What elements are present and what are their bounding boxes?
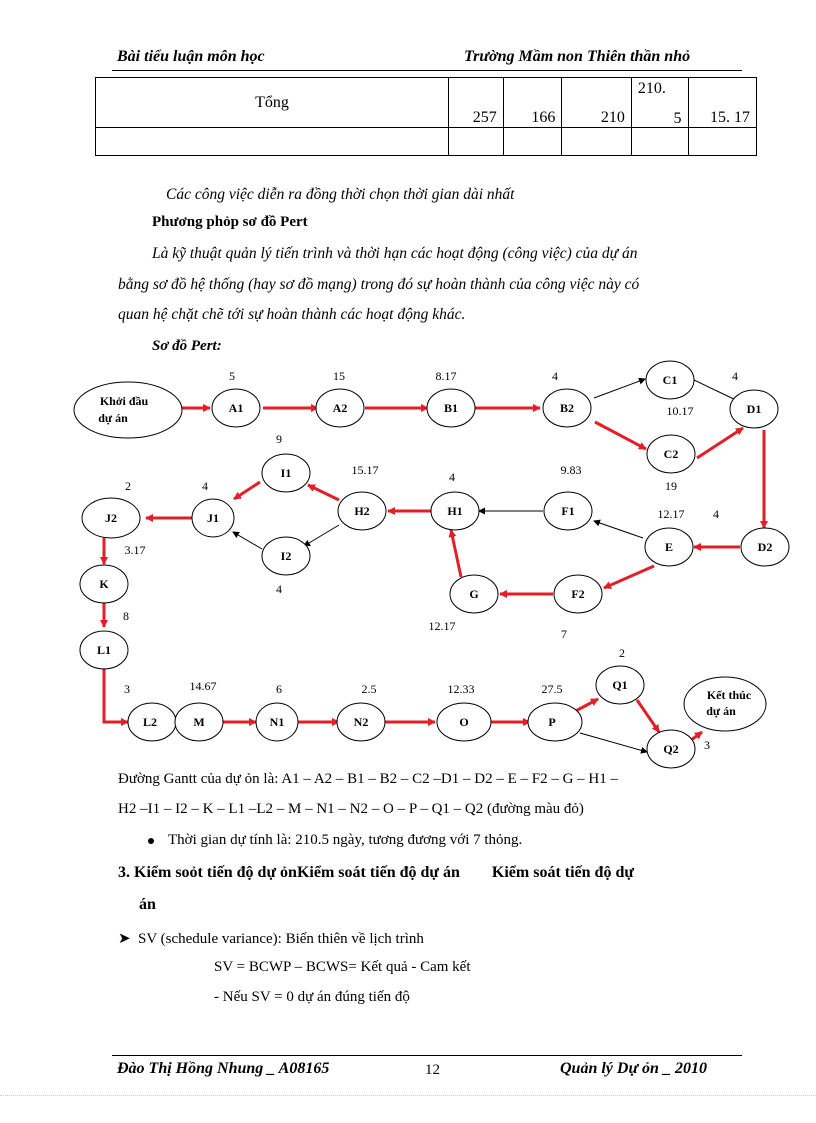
node-label: C1 bbox=[662, 373, 678, 387]
node-label: P bbox=[548, 715, 556, 729]
duration-label: 8 bbox=[123, 609, 129, 623]
duration-bullet bbox=[148, 832, 522, 849]
node-label: dự án bbox=[98, 411, 128, 425]
duration-label: 4 bbox=[552, 369, 558, 383]
duration-label: 9 bbox=[276, 432, 282, 446]
section-heading-line-2: án bbox=[139, 896, 156, 913]
table-cell-label: Tổng bbox=[96, 78, 449, 128]
node-label: L1 bbox=[96, 643, 112, 657]
pert-paragraph-line-3: quan hệ chặt chẽ tới sự hoàn thành các hoạt động khác. bbox=[118, 306, 466, 323]
edge-p-q2 bbox=[580, 733, 647, 752]
duration-label: 4 bbox=[449, 470, 455, 484]
node-label: Q1 bbox=[612, 678, 628, 692]
duration-label: 12.33 bbox=[447, 682, 475, 696]
node-label: E bbox=[664, 540, 674, 554]
edge-c2-d1 bbox=[697, 428, 743, 458]
footer-left: Đào Thị Hồng Nhung _ A08165 bbox=[117, 1060, 330, 1077]
node-label: G bbox=[469, 587, 479, 601]
edge-b2-c2 bbox=[595, 422, 646, 449]
edge-i1-j1 bbox=[234, 482, 260, 499]
node-label: I1 bbox=[280, 466, 292, 480]
table-cell-part: 5 bbox=[673, 110, 682, 127]
duration-label: 19 bbox=[665, 479, 677, 493]
footer-rule bbox=[112, 1055, 742, 1056]
page-number: 12 bbox=[425, 1062, 440, 1078]
diagram-title: Sơ đồ Pert: bbox=[152, 338, 222, 354]
node-label: Khởi đầu bbox=[99, 394, 149, 408]
pert-paragraph-line-2: bằng sơ đồ hệ thống (hay sơ đồ mạng) trong đó sự hoàn thành của công việc này có bbox=[118, 276, 640, 293]
page-bottom-divider bbox=[0, 1095, 816, 1096]
critical-path-line-1: Đường Gantt của dự ỏn là: A1 – A2 – B1 – B2 – C2 –D1 – D2 – E – F2 – G – H1 – bbox=[118, 771, 619, 787]
duration-label: 2 bbox=[619, 646, 625, 660]
nodes bbox=[74, 361, 789, 768]
duration-label: 9.83 bbox=[560, 463, 582, 477]
node-label: F2 bbox=[571, 587, 585, 601]
sv-formula: SV = BCWP – BCWS= Kết quả - Cam kết bbox=[214, 959, 471, 975]
node-label: D1 bbox=[746, 402, 762, 416]
duration-labels bbox=[123, 369, 738, 752]
node-label: H2 bbox=[354, 504, 370, 518]
edge-c1-d1 bbox=[694, 380, 740, 402]
duration-label: 12.17 bbox=[657, 507, 685, 521]
duration-label: 5 bbox=[229, 369, 235, 383]
duration-label: 15 bbox=[333, 369, 345, 383]
edge-i2-j1 bbox=[233, 532, 262, 549]
node-label: B2 bbox=[559, 401, 575, 415]
section-heading-line-1: 3. Kiểm soỏt tiến độ dự ỏnKiểm soát tiến độ dự án Kiểm soát tiến độ dự bbox=[118, 864, 634, 881]
footer-right: Quản lý Dự ỏn _ 2010 bbox=[560, 1060, 707, 1077]
table-cell: 257 bbox=[449, 78, 504, 128]
edge-e-f1 bbox=[594, 521, 643, 538]
edge-h2-i1 bbox=[308, 485, 339, 500]
duration-label: 2.5 bbox=[361, 682, 377, 696]
duration-label: 2 bbox=[125, 479, 131, 493]
sv-note: - Nếu SV = 0 dự án đúng tiến độ bbox=[214, 989, 410, 1005]
node-label: J2 bbox=[105, 511, 117, 525]
pert-heading: Phương phỏp sơ đồ Pert bbox=[152, 214, 308, 230]
duration-label: 4 bbox=[202, 479, 208, 493]
node-label: A2 bbox=[332, 401, 348, 415]
critical-path-line-2: H2 –I1 – I2 – K – L1 –L2 – M – N1 – N2 – O – P – Q1 – Q2 (đường màu đỏ) bbox=[118, 801, 584, 817]
node-label: C2 bbox=[663, 447, 679, 461]
duration-label: 10.17 bbox=[666, 404, 694, 418]
duration-label: 4 bbox=[276, 582, 282, 596]
duration-label: 3 bbox=[704, 738, 710, 752]
node-label: D2 bbox=[757, 540, 773, 554]
node-label: H1 bbox=[447, 504, 463, 518]
edge-q1-q2 bbox=[637, 700, 659, 732]
duration-label: 15.17 bbox=[351, 463, 379, 477]
sv-item bbox=[118, 929, 424, 948]
duration-label: 4 bbox=[713, 507, 719, 521]
table-cell: 15. 17 bbox=[688, 78, 756, 128]
node-label: I2 bbox=[280, 549, 292, 563]
node-label: N2 bbox=[353, 715, 369, 729]
node-label: K bbox=[99, 577, 109, 591]
node-label: A1 bbox=[228, 401, 244, 415]
table-cell: 210 bbox=[562, 78, 631, 128]
node-label: J1 bbox=[207, 511, 219, 525]
sv-item-text: SV (schedule variance): Biến thiên về lịch trình bbox=[138, 931, 424, 947]
duration-label: 12.17 bbox=[428, 619, 456, 633]
duration-label: 3.17 bbox=[124, 543, 146, 557]
edge-e-f2 bbox=[604, 566, 654, 588]
edge-h2-i2 bbox=[304, 525, 339, 546]
node-label: B1 bbox=[443, 401, 459, 415]
edge-b2-c1 bbox=[594, 379, 645, 398]
table-cell: 166 bbox=[503, 78, 562, 128]
bullet-icon bbox=[148, 838, 154, 844]
node-label: dự án bbox=[706, 704, 736, 718]
duration-label: 4 bbox=[732, 369, 738, 383]
header-left: Bài tiểu luận môn học bbox=[117, 48, 265, 65]
edge-g-h1 bbox=[451, 530, 461, 577]
header-right: Trường Mầm non Thiên thần nhỏ bbox=[464, 48, 691, 65]
node-label: O bbox=[459, 715, 469, 729]
duration-bullet-text: Thời gian dự tính là: 210.5 ngày, tương đương với 7 thỏng. bbox=[168, 832, 523, 848]
duration-label: 8.17 bbox=[435, 369, 457, 383]
note-text: Các công việc diễn ra đồng thời chọn thời gian dài nhất bbox=[166, 186, 515, 203]
node-label: M bbox=[193, 715, 205, 729]
node-label: Q2 bbox=[663, 742, 679, 756]
node-label: N1 bbox=[269, 715, 285, 729]
duration-label: 27.5 bbox=[541, 682, 563, 696]
duration-label: 14.67 bbox=[189, 679, 217, 693]
table-cell-part: 210. bbox=[637, 80, 666, 97]
node-label: F1 bbox=[561, 504, 575, 518]
duration-label: 6 bbox=[276, 682, 282, 696]
duration-label: 3 bbox=[124, 682, 130, 696]
arrow-bullet-icon: ➤ bbox=[118, 931, 131, 947]
node-label: Kết thúc bbox=[706, 688, 752, 702]
node-start bbox=[74, 382, 182, 438]
pert-paragraph-line-1: Là kỹ thuật quản lý tiến trình và thời hạn các hoạt động (công việc) của dự án bbox=[152, 245, 638, 262]
duration-label: 7 bbox=[561, 627, 567, 641]
node-label: L2 bbox=[142, 715, 158, 729]
